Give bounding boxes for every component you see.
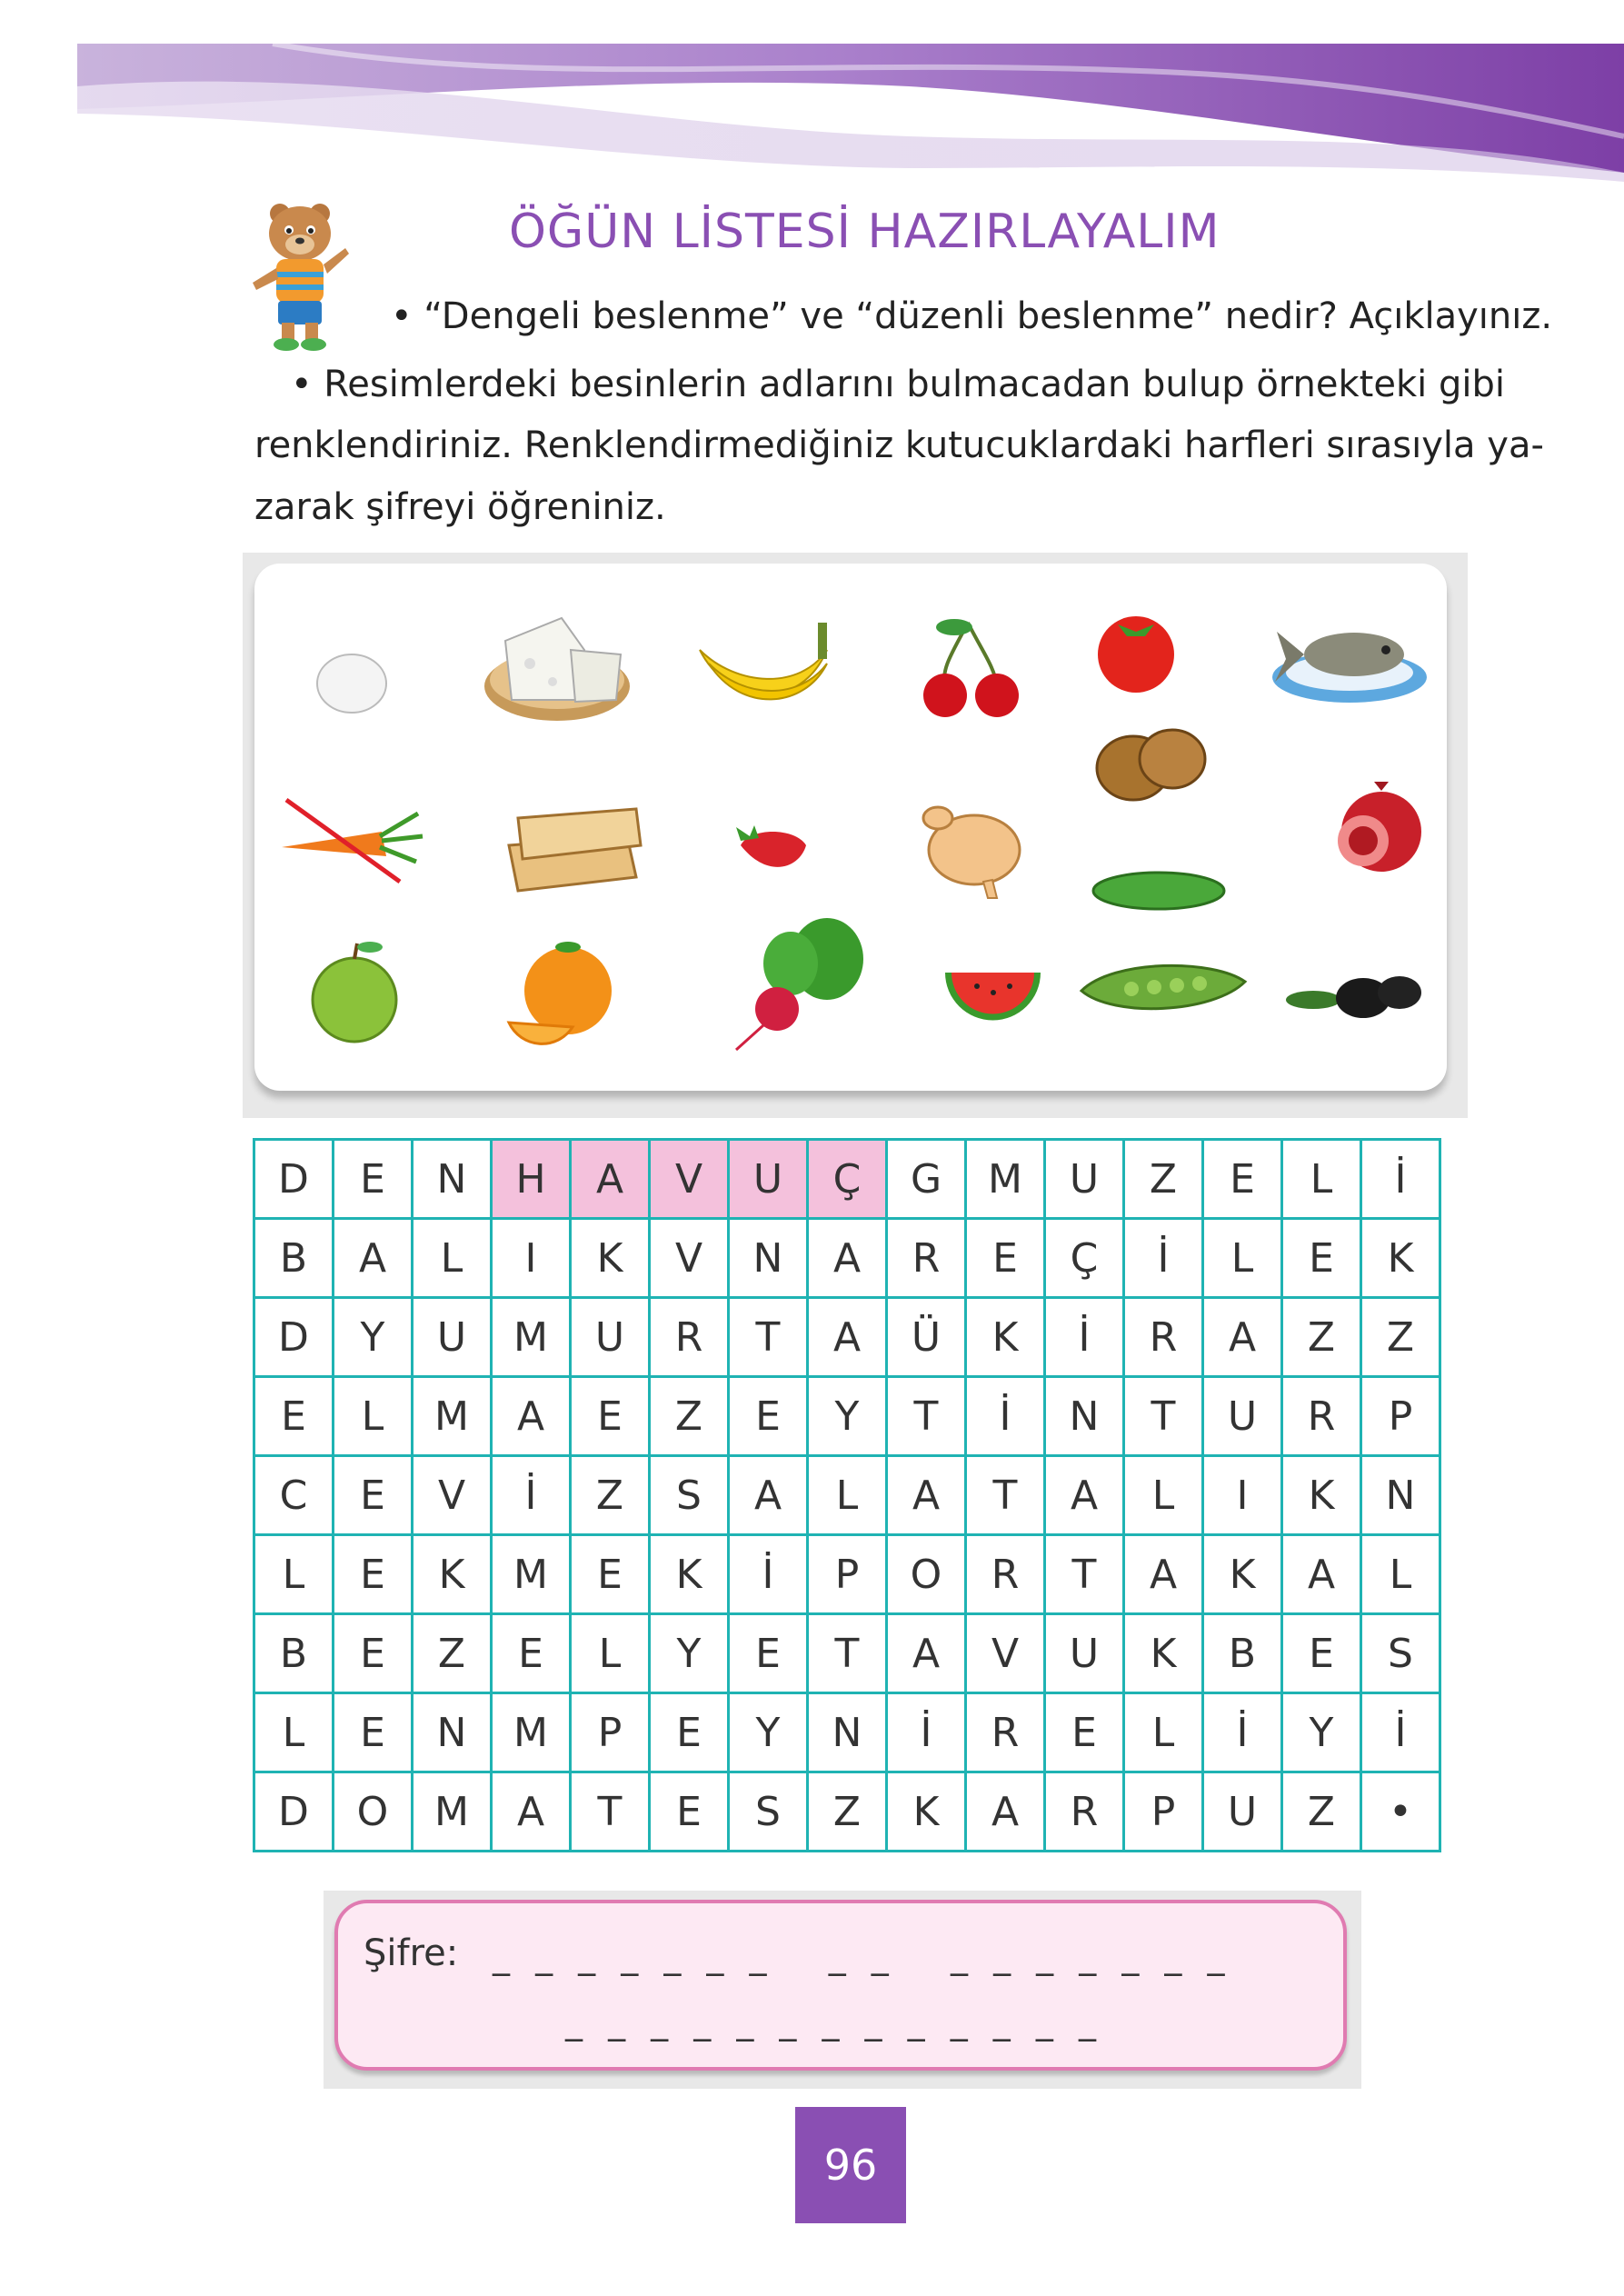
grid-cell[interactable]: İ: [1361, 1693, 1440, 1772]
grid-cell[interactable]: Y: [334, 1298, 413, 1377]
grid-cell[interactable]: S: [729, 1772, 808, 1852]
grid-cell[interactable]: E: [334, 1456, 413, 1535]
grid-cell[interactable]: V: [966, 1614, 1045, 1693]
grid-cell[interactable]: N: [729, 1219, 808, 1298]
grid-cell[interactable]: U: [1203, 1377, 1282, 1456]
grid-cell[interactable]: I: [492, 1219, 571, 1298]
grid-cell[interactable]: Z: [808, 1772, 887, 1852]
grid-cell[interactable]: A: [1203, 1298, 1282, 1377]
grid-cell[interactable]: L: [1203, 1219, 1282, 1298]
grid-row: [254, 1219, 1440, 1298]
cipher-blanks-line-1[interactable]: _ _ _ _ _ _ _ _ _ _ _ _ _ _ _ _: [493, 1936, 1232, 1976]
grid-cell[interactable]: R: [1124, 1298, 1203, 1377]
grid-cell[interactable]: P: [808, 1535, 887, 1614]
grid-cell[interactable]: S: [1361, 1614, 1440, 1693]
grid-cell[interactable]: A: [729, 1456, 808, 1535]
grid-row: [254, 1772, 1440, 1852]
grid-cell[interactable]: Y: [650, 1614, 729, 1693]
grid-cell[interactable]: İ: [887, 1693, 966, 1772]
grid-cell[interactable]: A: [492, 1377, 571, 1456]
grid-cell[interactable]: L: [571, 1614, 650, 1693]
grid-cell[interactable]: E: [492, 1614, 571, 1693]
grid-cell[interactable]: E: [334, 1140, 413, 1219]
grid-cell[interactable]: P: [571, 1693, 650, 1772]
grid-cell[interactable]: Z: [413, 1614, 492, 1693]
instruction-line-4: zarak şifreyi öğreniniz.: [254, 486, 666, 528]
grid-cell[interactable]: A: [492, 1772, 571, 1852]
grid-cell[interactable]: A: [887, 1614, 966, 1693]
grid-row: [254, 1298, 1440, 1377]
grid-cell[interactable]: N: [1045, 1377, 1124, 1456]
bear-mascot-icon: [245, 195, 354, 354]
grid-cell[interactable]: E: [650, 1772, 729, 1852]
grid-cell[interactable]: L: [254, 1535, 334, 1614]
grid-cell[interactable]: E: [729, 1377, 808, 1456]
grid-cell[interactable]: A: [1282, 1535, 1361, 1614]
grid-cell[interactable]: V: [413, 1456, 492, 1535]
grid-cell[interactable]: A: [1045, 1456, 1124, 1535]
grid-cell[interactable]: Z: [1282, 1772, 1361, 1852]
grid-cell[interactable]: A: [1124, 1535, 1203, 1614]
grid-cell[interactable]: Ç: [808, 1140, 887, 1219]
grid-cell[interactable]: T: [808, 1614, 887, 1693]
grid-cell[interactable]: U: [729, 1140, 808, 1219]
grid-cell[interactable]: L: [1124, 1456, 1203, 1535]
grid-cell[interactable]: E: [1203, 1140, 1282, 1219]
grid-cell[interactable]: P: [1124, 1772, 1203, 1852]
cipher-answer-box: [334, 1900, 1347, 2071]
grid-cell[interactable]: O: [334, 1772, 413, 1852]
grid-cell[interactable]: L: [808, 1456, 887, 1535]
grid-cell[interactable]: K: [1203, 1535, 1282, 1614]
grid-cell[interactable]: K: [966, 1298, 1045, 1377]
grid-cell[interactable]: R: [650, 1298, 729, 1377]
grid-cell[interactable]: T: [729, 1298, 808, 1377]
grid-cell[interactable]: U: [1045, 1614, 1124, 1693]
grid-cell[interactable]: Z: [571, 1456, 650, 1535]
cherry-icon: [913, 614, 1031, 723]
grid-row: [254, 1535, 1440, 1614]
grid-cell[interactable]: K: [571, 1219, 650, 1298]
grid-cell[interactable]: K: [1282, 1456, 1361, 1535]
grid-row: [254, 1140, 1440, 1219]
grid-cell[interactable]: T: [1124, 1377, 1203, 1456]
egg-icon: [311, 645, 393, 718]
olive-icon: [1281, 963, 1427, 1027]
grid-cell[interactable]: Y: [729, 1693, 808, 1772]
grid-cell[interactable]: İ: [729, 1535, 808, 1614]
grid-cell[interactable]: K: [413, 1535, 492, 1614]
grid-cell[interactable]: K: [650, 1535, 729, 1614]
grid-cell[interactable]: B: [254, 1219, 334, 1298]
grid-row: [254, 1693, 1440, 1772]
grid-cell[interactable]: P: [1361, 1377, 1440, 1456]
grid-cell[interactable]: U: [1203, 1772, 1282, 1852]
grid-cell[interactable]: R: [966, 1535, 1045, 1614]
cucumber-icon: [1091, 863, 1227, 918]
grid-cell[interactable]: T: [966, 1456, 1045, 1535]
grid-cell[interactable]: M: [492, 1298, 571, 1377]
grid-cell[interactable]: E: [966, 1219, 1045, 1298]
carrot-crossed-icon: [273, 791, 427, 891]
grid-cell[interactable]: Y: [1282, 1693, 1361, 1772]
grid-cell[interactable]: N: [1361, 1456, 1440, 1535]
chicken-icon: [911, 791, 1029, 900]
grid-cell[interactable]: B: [254, 1614, 334, 1693]
peas-icon: [1077, 954, 1250, 1018]
grid-cell[interactable]: A: [571, 1140, 650, 1219]
grid-cell[interactable]: R: [887, 1219, 966, 1298]
grid-cell[interactable]: K: [1124, 1614, 1203, 1693]
grid-cell[interactable]: C: [254, 1456, 334, 1535]
grid-cell[interactable]: L: [1124, 1693, 1203, 1772]
grid-cell[interactable]: T: [887, 1377, 966, 1456]
fish-icon: [1268, 609, 1431, 709]
grid-cell[interactable]: K: [1361, 1219, 1440, 1298]
grid-cell[interactable]: E: [334, 1535, 413, 1614]
grid-cell[interactable]: E: [1282, 1219, 1361, 1298]
grid-cell[interactable]: M: [492, 1693, 571, 1772]
grid-cell[interactable]: U: [1045, 1140, 1124, 1219]
instruction-line-3: renklendiriniz. Renklendirmediğiniz kutucuklardaki harfleri sırasıyla ya-: [254, 424, 1544, 466]
strawberry-icon: [732, 818, 813, 882]
grid-cell[interactable]: A: [808, 1298, 887, 1377]
grid-cell[interactable]: M: [413, 1772, 492, 1852]
grid-cell[interactable]: L: [334, 1377, 413, 1456]
grid-cell[interactable]: D: [254, 1772, 334, 1852]
grid-cell[interactable]: E: [571, 1535, 650, 1614]
page-title: ÖĞÜN LİSTESİ HAZIRLAYALIM: [509, 205, 1220, 259]
grid-cell[interactable]: Z: [1361, 1298, 1440, 1377]
banana-icon: [691, 614, 836, 723]
grid-cell[interactable]: M: [413, 1377, 492, 1456]
grid-cell[interactable]: E: [650, 1693, 729, 1772]
grid-cell[interactable]: M: [492, 1535, 571, 1614]
grid-cell[interactable]: G: [887, 1140, 966, 1219]
grid-cell[interactable]: B: [1203, 1614, 1282, 1693]
grid-cell[interactable]: İ: [966, 1377, 1045, 1456]
page-number: 96: [795, 2107, 906, 2223]
grid-cell[interactable]: S: [650, 1456, 729, 1535]
header-banner: [0, 0, 1624, 182]
grid-cell[interactable]: V: [650, 1140, 729, 1219]
grid-cell[interactable]: E: [1045, 1693, 1124, 1772]
grid-cell[interactable]: Z: [650, 1377, 729, 1456]
grid-cell[interactable]: O: [887, 1535, 966, 1614]
grid-cell[interactable]: E: [571, 1377, 650, 1456]
grid-cell[interactable]: A: [966, 1772, 1045, 1852]
grid-cell[interactable]: İ: [492, 1456, 571, 1535]
grid-row: [254, 1377, 1440, 1456]
grid-cell[interactable]: N: [413, 1140, 492, 1219]
cipher-blanks-line-2[interactable]: _ _ _ _ _ _ _ _ _ _ _ _ _: [565, 2002, 1103, 2041]
grid-cell[interactable]: Z: [1124, 1140, 1203, 1219]
grid-cell[interactable]: L: [254, 1693, 334, 1772]
grid-cell[interactable]: E: [729, 1614, 808, 1693]
grid-cell[interactable]: R: [966, 1693, 1045, 1772]
grid-cell[interactable]: •: [1361, 1772, 1440, 1852]
cipher-label: Şifre:: [364, 1932, 459, 1974]
grid-cell[interactable]: V: [650, 1219, 729, 1298]
grid-cell[interactable]: E: [334, 1614, 413, 1693]
grid-cell[interactable]: A: [808, 1219, 887, 1298]
grid-cell[interactable]: İ: [1124, 1219, 1203, 1298]
grid-cell[interactable]: A: [334, 1219, 413, 1298]
grid-cell[interactable]: N: [808, 1693, 887, 1772]
grid-cell[interactable]: U: [571, 1298, 650, 1377]
grid-cell[interactable]: Z: [1282, 1298, 1361, 1377]
grid-cell[interactable]: İ: [1045, 1298, 1124, 1377]
walnut-icon: [1092, 718, 1211, 809]
grid-cell[interactable]: K: [887, 1772, 966, 1852]
word-search-grid: [253, 1138, 1441, 1852]
radish-icon: [732, 909, 868, 1054]
grid-cell[interactable]: E: [334, 1693, 413, 1772]
grid-cell[interactable]: Ç: [1045, 1219, 1124, 1298]
grid-cell[interactable]: R: [1045, 1772, 1124, 1852]
grid-cell[interactable]: R: [1282, 1377, 1361, 1456]
grid-cell[interactable]: D: [254, 1298, 334, 1377]
grid-cell[interactable]: E: [254, 1377, 334, 1456]
grid-cell[interactable]: T: [1045, 1535, 1124, 1614]
grid-cell[interactable]: İ: [1361, 1140, 1440, 1219]
grid-cell[interactable]: Ü: [887, 1298, 966, 1377]
instruction-line-1: • “Dengeli beslenme” ve “düzenli beslenme” nedir? Açıklayınız.: [391, 295, 1553, 337]
pomegranate-icon: [1327, 782, 1427, 882]
grid-cell[interactable]: H: [492, 1140, 571, 1219]
grid-cell[interactable]: L: [413, 1219, 492, 1298]
cheese-icon: [480, 600, 634, 727]
grid-cell[interactable]: T: [571, 1772, 650, 1852]
grid-cell[interactable]: D: [254, 1140, 334, 1219]
grid-cell[interactable]: N: [413, 1693, 492, 1772]
orange-icon: [500, 936, 618, 1054]
grid-cell[interactable]: İ: [1203, 1693, 1282, 1772]
grid-cell[interactable]: I: [1203, 1456, 1282, 1535]
apple-icon: [304, 936, 404, 1045]
grid-cell[interactable]: L: [1282, 1140, 1361, 1219]
watermelon-icon: [941, 963, 1045, 1027]
grid-cell[interactable]: A: [887, 1456, 966, 1535]
instruction-line-2: • Resimlerdeki besinlerin adlarını bulmacadan bulup örnekteki gibi: [291, 364, 1505, 405]
grid-cell[interactable]: Y: [808, 1377, 887, 1456]
grid-row: [254, 1614, 1440, 1693]
grid-row: [254, 1456, 1440, 1535]
grid-cell[interactable]: L: [1361, 1535, 1440, 1614]
grid-cell[interactable]: E: [1282, 1614, 1361, 1693]
bread-icon: [500, 791, 645, 900]
grid-cell[interactable]: M: [966, 1140, 1045, 1219]
food-pictures-panel: [254, 564, 1447, 1091]
tomato-icon: [1091, 604, 1181, 695]
grid-cell[interactable]: U: [413, 1298, 492, 1377]
